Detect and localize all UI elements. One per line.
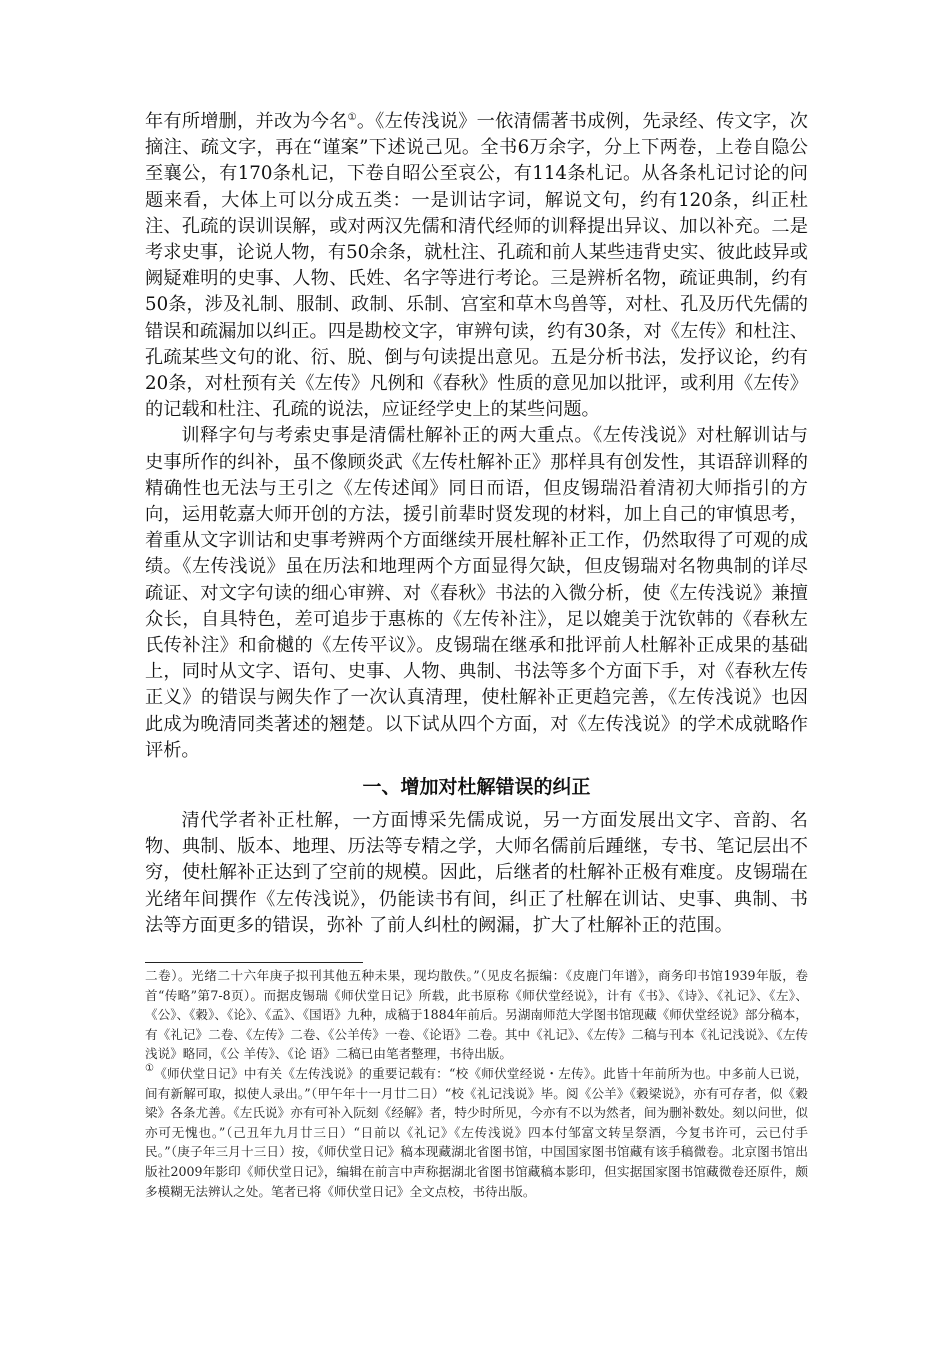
paragraph-1-text: 年有所增删，并改为今名 bbox=[145, 111, 348, 132]
main-text bbox=[145, 109, 808, 939]
footnote-ref-1[interactable]: ① bbox=[347, 112, 357, 123]
footnotes bbox=[145, 966, 808, 1201]
footnote-1-text: 《师伏堂日记》中有关《左传浅说》的重要记载有：“校《师伏堂经说・左传》。此皆十年前所为也。中多前人已说，间有新解可取，拟使人录出。”（甲午年十一月廿二日）“校《礼记浅说》毕。阅《公羊》《穀梁说》，亦有可存者，似《穀梁》各条尤善。《左氏说》亦有可补入阮刻《经解》者，特少时所见，今亦有不以为然者，间为删补数处。刻以问世，似亦可无愧也。”（己丑年九月廿三日）“日前以《礼记》《左传浅说》四本付邹富文转呈祭酒，今复书许可，云已付手民。”（庚子年三月十三日）按，《师伏堂日记》稿本现藏湖北省图书馆，中国国家图书馆藏有该手稿微卷。北京图书馆出版社2009年影印《师伏堂日记》，编辑在前言中声称据湖北省图书馆藏稿本影印，但实据国家图书馆藏微卷还原件，颇多模糊无法辨认之处。笔者已将《师伏堂日记》全文点校，书待出版。 bbox=[145, 1065, 809, 1199]
paragraph-1-rest: 。《左传浅说》一依清儒著书成例，先录经、传文字，次摘注、疏文字，再在“谨案”下述说己见。全书6万余字，分上下两卷，上卷自隐公至襄公，有170条札记，下卷自昭公至哀公，有114条札记。从各条札记讨论的问题来看，大体上可以分成五类：一是训诂字词，解说文句，约有120条，纠正杜注、孔疏的误训误解，或对两汉先儒和清代经师的训释提出异议、加以补充。二是考求史事，论说人物，有50余条，就杜注、孔疏和前人某些违背史实、彼此歧异或阙疑难明的史事、人物、氏姓、名字等进行考论。三是辨析名物，疏证典制，约有50条，涉及礼制、服制、政制、乐制、宫室和草木鸟兽等，对杜、孔及历代先儒的错误和疏漏加以纠正。四是勘校文字，审辨句读，约有30条，对《左传》和杜注、孔疏某些文句的讹、衍、脱、倒与句读提出意见。五是分析书法，发抒议论，约有20条，对杜预有关《左传》凡例和《春秋》性质的意见加以批评，或利用《左传》的记载和杜注、孔疏的说法，应证经学史上的某些问题。 bbox=[145, 111, 808, 421]
footnote-1-marker: ① bbox=[145, 1062, 155, 1074]
footnote-divider bbox=[145, 962, 363, 963]
paragraph-2: 训释字句与考索史事是清儒杜解补正的两大重点。《左传浅说》对杜解训诂与史事所作的纠补，虽不像顾炎武《左传杜解补正》那样具有创发性，其语辞训释的精确性也无法与王引之《左传述闻》同日而语，但皮锡瑞沿着清初大师指引的方向，运用乾嘉大师开创的方法，援引前辈时贤发现的材料，加上自己的审慎思考，着重从文字训诂和史事考辨两个方面继续开展杜解补正工作，仍然取得了可观的成绩。《左传浅说》虽在历法和地理两个方面显得欠缺，但皮锡瑞对名物典制的详尽疏证、对文字句读的细心审辨、对《春秋》书法的入微分析，使《左传浅说》兼擅众长，自具特色，差可追步于惠栋的《左传补注》，足以媲美于沈钦韩的《春秋左氏传补注》和俞樾的《左传平议》。皮锡瑞在继承和批评前人杜解补正成果的基础上，同时从文字、语句、史事、人物、典制、书法等多个方面下手，对《春秋左传正义》的错误与阙失作了一次认真清理，使杜解补正更趋完善，《左传浅说》也因此成为晚清同类著述的翘楚。以下试从四个方面，对《左传浅说》的学术成就略作评析。 bbox=[145, 425, 808, 761]
paragraph-3: 清代学者补正杜解，一方面博采先儒成说，另一方面发展出文字、音韵、名物、典制、版本、地理、历法等专精之学，大师名儒前后踵继，专书、笔记层出不穷，使杜解补正达到了空前的规模。因此，后继者的杜解补正极有难度。皮锡瑞在光绪年间撰作《左传浅说》，仍能读书有间，纠正了杜解在训诂、史事、典制、书法等方面更多的错误，弥补 了前人纠杜的阙漏，扩大了杜解补正的范围。 bbox=[145, 810, 808, 936]
footnote-continuation: 二卷）。光绪二十六年庚子拟刊其他五种未果，现均散佚。”（见皮名振编：《皮鹿门年谱》，商务印书馆1939年版，卷首“传略”第7-8页）。而据皮锡瑞《师伏堂日记》所载，此书原称《师伏堂经说》，计有《书》、《诗》、《礼记》、《左》、《公》、《穀》、《论》、《孟》、《国语》九种，成稿于1884年前后。另湖南师范大学图书馆现藏《师伏堂经说》部分稿本，有《礼记》二卷、《左传》二卷、《公羊传》一卷、《论语》二卷。其中《礼记》、《左传》二稿与刊本《礼记浅说》、《左传浅说》略同，《公 羊传》、《论 语》二稿已由笔者整理，书待出版。 bbox=[145, 968, 808, 1062]
footnote-1 bbox=[145, 1064, 808, 1201]
section-heading: 一、增加对杜解错误的纠正 bbox=[362, 776, 591, 799]
paragraph-1 bbox=[145, 109, 808, 423]
